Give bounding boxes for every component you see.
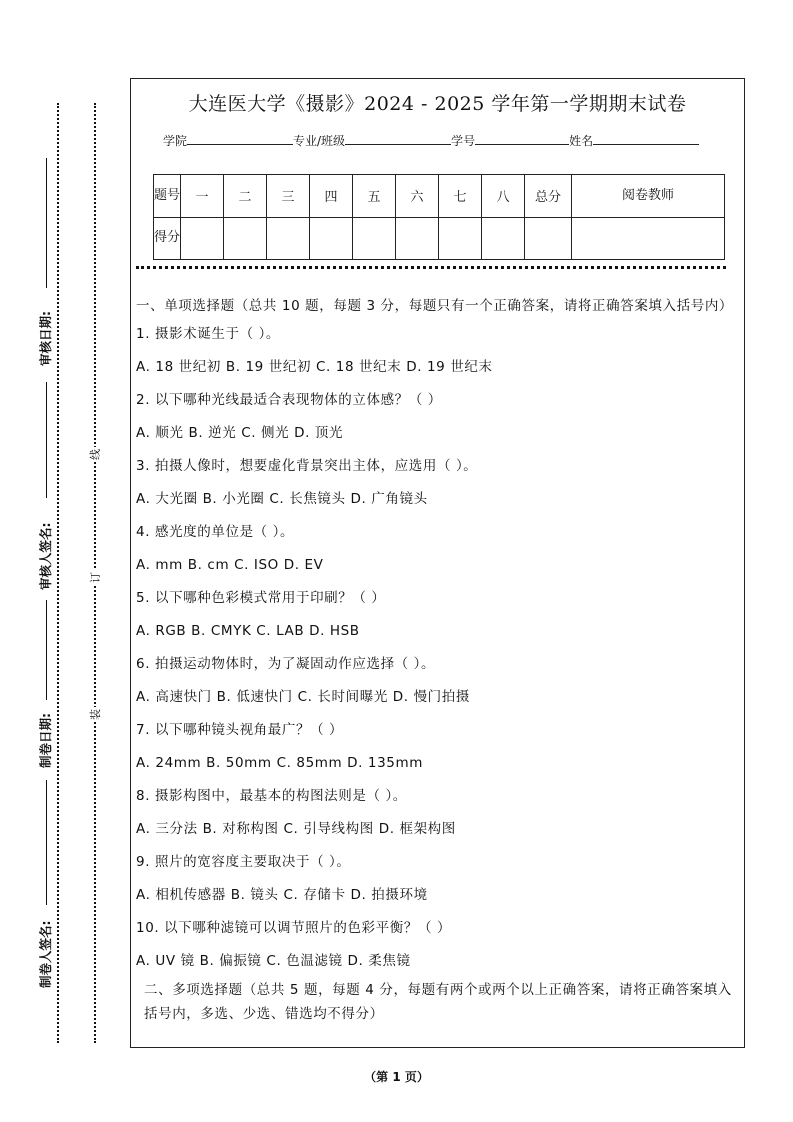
score-table [153, 174, 725, 260]
col-header: 三 [267, 175, 310, 218]
binding-mark-bind: 装 [89, 709, 102, 720]
score-cell[interactable] [267, 217, 310, 260]
question-text: 5. 以下哪种色彩模式常用于印刷？（ ） [136, 590, 386, 606]
reviewer-signature-label: 审核人签名: [38, 522, 53, 590]
maker-signature-label: 制卷人签名: [38, 920, 53, 988]
review-date-line [46, 158, 47, 288]
question-text: 8. 摄影构图中，最基本的构图法则是（ ）。 [136, 788, 407, 804]
separator-dotted-line [136, 266, 726, 269]
question-text: 6. 拍摄运动物体时，为了凝固动作应选择（ ）。 [136, 656, 436, 672]
col-header: 五 [353, 175, 396, 218]
student-id-field[interactable] [475, 133, 569, 145]
exam-title: 大连医大学《摄影》2024 - 2025 学年第一学期期末试卷 [188, 93, 687, 115]
name-label: 姓名 [569, 134, 594, 148]
maker-signature-line [46, 780, 47, 905]
score-cell[interactable] [224, 217, 267, 260]
col-header: 六 [396, 175, 439, 218]
review-date-label: 审核日期: [38, 311, 53, 366]
question-options: A. 顺光 B. 逆光 C. 侧光 D. 顶光 [136, 425, 344, 441]
question-options: A. mm B. cm C. ISO D. EV [136, 557, 324, 573]
col-header: 二 [224, 175, 267, 218]
college-label: 学院 [163, 134, 188, 148]
score-cell[interactable] [396, 217, 439, 260]
col-header: 一 [181, 175, 224, 218]
major-label: 专业/班级 [293, 134, 346, 148]
name-field[interactable] [593, 133, 699, 145]
score-table-header-row [154, 175, 725, 218]
major-field[interactable] [345, 133, 451, 145]
question-text: 9. 照片的宽容度主要取决于（ ）。 [136, 854, 351, 870]
score-cell[interactable] [181, 217, 224, 260]
question-options: A. 相机传感器 B. 镜头 C. 存储卡 D. 拍摄环境 [136, 887, 428, 903]
col-header: 总分 [525, 175, 572, 218]
question-text: 10. 以下哪种滤镜可以调节照片的色彩平衡？（ ） [136, 920, 452, 936]
question-options: A. 24mm B. 50mm C. 85mm D. 135mm [136, 755, 423, 771]
section1-title: 一、单项选择题（总共 10 题，每题 3 分，每题只有一个正确答案，请将正确答案填入括号内） [136, 298, 734, 314]
col-header: 阅卷教师 [572, 175, 725, 218]
question-options: A. RGB B. CMYK C. LAB D. HSB [136, 623, 360, 639]
make-date-line [46, 600, 47, 700]
score-cell[interactable] [310, 217, 353, 260]
score-cell[interactable] [525, 217, 572, 260]
binding-line-left [57, 103, 59, 1043]
col-header: 四 [310, 175, 353, 218]
question-text: 4. 感光度的单位是（ ）。 [136, 524, 295, 540]
col-header: 八 [482, 175, 525, 218]
student-info-row [163, 132, 699, 149]
score-cell[interactable] [353, 217, 396, 260]
score-cell[interactable] [572, 217, 725, 260]
section2-title: 二、多项选择题（总共 5 题，每题 4 分，每题有两个或两个以上正确答案，请将正确答案填入括号内，多选、少选、错选均不得分） [144, 982, 732, 1022]
question-options: A. 三分法 B. 对称构图 C. 引导线构图 D. 框架构图 [136, 821, 456, 837]
question-options: A. UV 镜 B. 偏振镜 C. 色温滤镜 D. 柔焦镜 [136, 953, 411, 969]
question-text: 3. 拍摄人像时，想要虚化背景突出主体，应选用（ ）。 [136, 458, 478, 474]
row-header-question: 题号 [154, 175, 181, 218]
student-id-label: 学号 [451, 134, 476, 148]
score-cell[interactable] [439, 217, 482, 260]
question-options: A. 18 世纪初 B. 19 世纪初 C. 18 世纪末 D. 19 世纪末 [136, 359, 493, 375]
row-header-score: 得分 [154, 217, 181, 260]
question-list [136, 318, 741, 978]
reviewer-signature-line [46, 382, 47, 498]
binding-mark-staple: 订 [89, 572, 102, 583]
exam-content [136, 294, 741, 1026]
question-text: 1. 摄影术诞生于（ ）。 [136, 326, 281, 342]
question-options: A. 大光圈 B. 小光圈 C. 长焦镜头 D. 广角镜头 [136, 491, 428, 507]
score-table-score-row [154, 217, 725, 260]
make-date-label: 制卷日期: [38, 713, 53, 768]
question-text: 7. 以下哪种镜头视角最广？（ ） [136, 722, 344, 738]
binding-mark-line: 线 [89, 449, 102, 460]
question-text: 2. 以下哪种光线最适合表现物体的立体感？（ ） [136, 392, 442, 408]
col-header: 七 [439, 175, 482, 218]
college-field[interactable] [187, 133, 293, 145]
page-number: （第 1 页） [364, 1070, 429, 1084]
exam-frame [130, 78, 745, 1048]
question-options: A. 高速快门 B. 低速快门 C. 长时间曝光 D. 慢门拍摄 [136, 689, 470, 705]
score-cell[interactable] [482, 217, 525, 260]
